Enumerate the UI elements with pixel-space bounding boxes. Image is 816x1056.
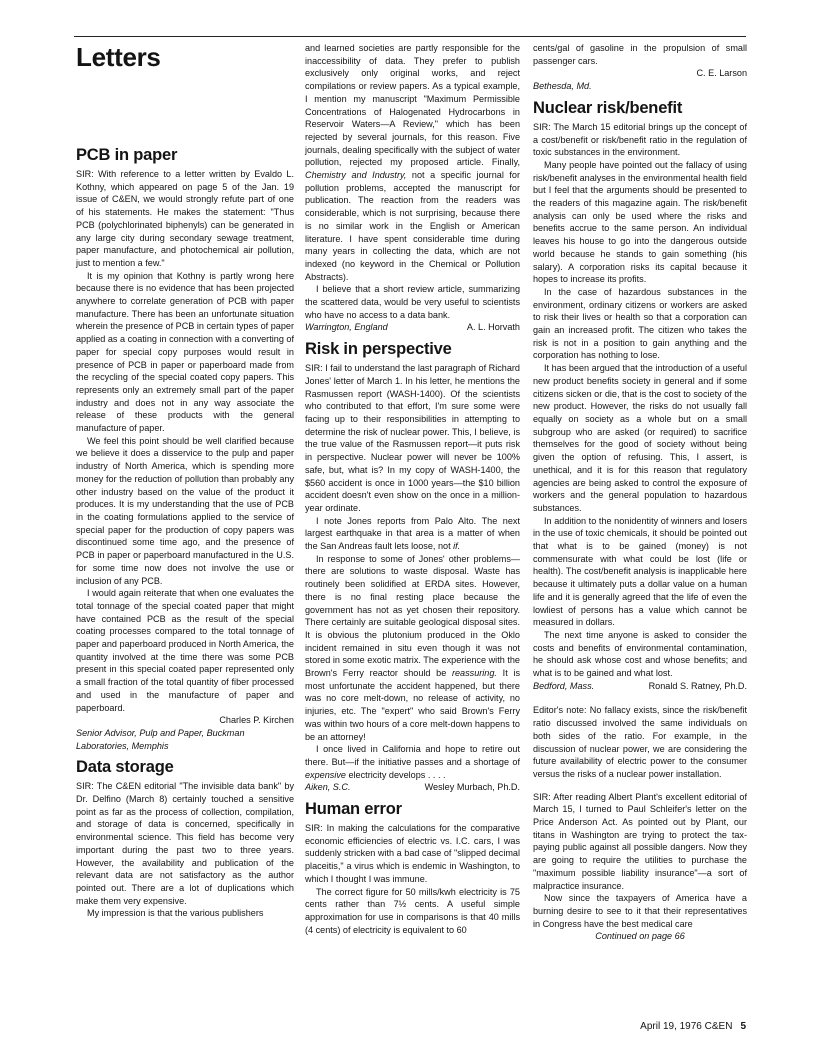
data-storage-p2-tail: not a specific journal for pollution problems, accepted the manuscript for publication. The reaction from the readers was considerable, which is not surprising, because there is no similar work in the English or American literature. I have spent considerable time during many years in collecting the data, which are not indexed (no keyword in the Chemical or Pollution Abstracts).: [305, 170, 520, 282]
nuclear-paragraph: In addition to the nonidentity of winners and losers in the use of toxic chemicals, it should be pointed out that what is to be gained (money) is not commensurate with what could be lost (life or health). The cost/benefit analysis is inapplicable here because it ultimately puts a dollar value on a human life and it is generally agreed that the life of even the lowliest of persons has a value which cannot be measured in dollars.: [533, 515, 747, 628]
journal-name: Chemistry and Industry,: [305, 170, 407, 181]
data-storage-heading: Data storage: [76, 758, 174, 777]
editor-note: Editor's note: No fallacy exists, since the risk/benefit ratio discussed involved the same individuals on both sides of the ratio. For example, in the discussion of nuclear power, we are considering the future availability of electric power to the consumer versus the risks of a nuclear power installation.: [533, 705, 747, 779]
human-error-paragraph: The correct figure for 50 mills/kwh electricity is 75 cents rather than 7½ cents. A useful simple approximation for use in comparisons is that 40 mills (4 cents) of electricity is equivalent to 60: [305, 886, 520, 935]
risk-p4-emphasis: expensive: [305, 769, 346, 780]
risk-p4-tail: electricity develops . . . .: [348, 769, 446, 780]
header-rule: [74, 36, 746, 37]
nuclear-paragraph: It has been argued that the introduction of a useful new product benefits society in general and if some citizens sicken or die, that is the cost to society of the new product. However, the risks do not usually fall equally on society as a whole but on a small subgroup who are asked (or required) to sacrifice themselves for the good of society without being given the option of refusing. This, I assert, is unethical, and it is for this reason that regulatory agencies are being asked to control the exposure of workers and the general population to hazardous substances.: [533, 363, 747, 513]
risk-paragraph: SIR: I fail to understand the last paragraph of Richard Jones' letter of March 1. In his letter, he mentions the Rasmussen report (WASH-1400). Of the scientists who contributed to that effort, I'm sure some were facing up to their responsibilities in attempting to determine the risk of nuclear power. This, I believe, is the true value of the Rasmussen report—it puts risk in perspective. Nuclear power will never be 100% safe, but, what is? In my copy of WASH-1400, the $560 accident is once in 1000 years—the $10 billion accident doesn't even show on the once in a million-year ordinate.: [305, 363, 520, 513]
continued-link[interactable]: Continued on page 66: [595, 931, 685, 942]
pcb-signer: Charles P. Kirchen: [219, 715, 294, 726]
pcb-paragraph: We feel this point should be well clarified because we believe it does a disservice to the pulp and paper industry of North America, which is spending more money for the reduction of pollution than probably any other industry based on the value of the product it produces. It is my understanding that the use of PCB in the coating formulations applied to the service of special paper for the production of copy papers was discontinued some time ago, and the presence of PCB in paper or paperboard manufactured in the U.S. for some time now does not involve the use or inclusion of any PCB.: [76, 435, 294, 586]
data-storage-signer: A. L. Horvath: [466, 322, 520, 333]
human-error-place: Bethesda, Md.: [533, 81, 592, 92]
risk-signature: [305, 781, 520, 794]
risk-p2-text: I note Jones reports from Palo Alto. The next largest earthquake in that area is a matter of when the San Andreas fault lets loose, not: [305, 515, 520, 552]
risk-p3-tail: It is most unfortunate the accident happened, but there was no core melt-down, no release of activity, no injuries, etc. The "expert" who said Brown's Ferry was within two hours of a core melt-down happens to be an attorney!: [305, 668, 520, 742]
pcb-heading: PCB in paper: [76, 146, 178, 164]
human-error-heading: Human error: [305, 800, 402, 819]
pcb-signer-title: Senior Advisor, Pulp and Paper, Buckman Laboratories, Memphis: [76, 727, 245, 751]
price-anderson-paragraph: SIR: After reading Albert Plant's excellent editorial of March 15, I turned to Paul Schleifer's letter on the Price Anderson Act. As pointed out by Plant, our titans in Washington are trying to protect the tax-paying public against all possible dangers. Now they are going to require the utilities to purchase the "maximum possible liability insurance"—a sort of malpractice insurance.: [533, 791, 747, 891]
data-storage-signature: [305, 321, 520, 334]
nuclear-paragraph: Many people have pointed out the fallacy of using risk/benefit analyses in the environmental health field but I feel that the arguments should be presented to the readers of this magazine again. The risk/benefit analysis can only be used where the risks and benefits accrue to the same person. An individual leaves his house to go into the dangerous outside world because he stands to gain something (his salary). A corporation risks its capital because it hopes to increase its profits.: [533, 159, 747, 285]
column-3: [533, 42, 747, 943]
price-anderson-paragraph: Now since the taxpayers of America have a burning desire to see to it that their representatives in Congress have the best medical care: [533, 893, 747, 929]
data-storage-paragraph-cont: [305, 42, 520, 283]
page-footer: [640, 1021, 746, 1032]
human-error-paragraph-cont: cents/gal of gasoline in the propulsion of small passenger cars.: [533, 43, 747, 66]
risk-p3-text: In response to some of Jones' other problems—there are solutions to waste disposal. Waste has routinely been solidified at ERDA sites. However, there is no final resting place because the government has not as yet chosen their repository. There certainly are suitable geological disposal sites. It is obvious the plutonium produced in the Oklo incident remained in situ even though it was not stored in some exotic matrix. The experience with the Brown's Ferry reactor should be: [305, 553, 520, 679]
nuclear-signature: [533, 680, 747, 693]
risk-place: Aiken, S.C.: [305, 782, 351, 793]
section-title: Letters: [76, 42, 161, 72]
human-error-paragraph: SIR: In making the calculations for the comparative economic efficiencies of electric vs. I.C. cars, I was suddenly stricken with a bad case of "slipped decimal placeitis," a virus which is endemic in Washington, to which I thought I was immune.: [305, 823, 520, 884]
data-storage-paragraph: My impression is that the various publishers: [87, 908, 264, 919]
data-storage-paragraph: SIR: The C&EN editorial "The invisible data bank" by Dr. Delfino (March 8) certainly touched a sensitive point as far as the process of collection, compilation, and storage of data is concerned, specifically in environmental science. This field has become very important during the past two to three years. However, the availability and publication of the relevant data are not satisfactory as the author pointed out. There are a lot of duplications which make them very expensive.: [76, 781, 294, 906]
risk-paragraph: [305, 515, 520, 553]
pcb-paragraph: It is my opinion that Kothny is partly wrong here because there is no evidence that has been projected anywhere to correlate generation of PCB with paper manufacture. There has been an unfortunate situation wherein the presence of PCB in certain types of paper applied as a coating in connection with a converting of paper for special copy purposes would result in presence of PCB in paper or paperboard made from the recycling of the special coated copy papers. This represents only an extremely small part of the paper industry and does not in any way associate the release of these products with the general manufacture of paper.: [76, 270, 294, 434]
column-1: [76, 42, 294, 920]
nuclear-signer: Ronald S. Ratney, Ph.D.: [648, 680, 747, 691]
risk-p3-emphasis: reassuring.: [451, 668, 497, 679]
human-error-signer: C. E. Larson: [696, 68, 747, 79]
pcb-paragraph: I would again reiterate that when one evaluates the total tonnage of the special coated paper that might have contained PCB as the result of the special coating processes compared to the total tonnage of paper and paperboard produced in North America, the quantity involved at the time there was some PCB present in this special coated paper represented only a small fraction of the total quantity of fiber processed and used in the manufacture of paper and paperboard.: [76, 588, 294, 713]
risk-p4-text: I once lived in California and hope to retire out there. But—if the initiative passes and a shortage of: [305, 744, 520, 767]
data-storage-paragraph: I believe that a short review article, summarizing the scattered data, would be very useful to scientists who have no access to a data bank.: [305, 284, 520, 320]
nuclear-paragraph: In the case of hazardous substances in the environment, ordinary citizens or workers are asked to risk their lives or health so that a corporation can gain an increased profit. The citizen who takes the risk is not in a position to gain anything and the corporation has nothing to lose.: [533, 286, 747, 361]
risk-heading: Risk in perspective: [305, 340, 452, 359]
column-2: [305, 42, 520, 936]
data-storage-p2-text: and learned societies are partly responsible for the inaccessibility of data. They prefer to publish exclusively only original works, and reject compilations or review papers. As a typical example, I mention my manuscript "Maximum Permissible Concentrations of Halogenated Hydrocarbons in Reservoir Waters—A Review," which has been rejected by several journals, for this reason. Five journals, dealing specifically with the subject of water pollution, rejected my proposed article. Finally,: [305, 43, 520, 168]
issue-date: April 19, 1976 C&EN: [640, 1021, 733, 1032]
page-number: 5: [740, 1021, 746, 1032]
risk-paragraph: [305, 553, 520, 744]
nuclear-paragraph: The next time anyone is asked to consider the costs and benefits of environmental contamination, he should ask whose cost and whose benefits; and what is to be gained and what lost.: [533, 629, 747, 679]
nuclear-place: Bedford, Mass.: [533, 680, 595, 691]
risk-paragraph: [305, 743, 520, 781]
data-storage-place: Warrington, England: [305, 322, 388, 333]
risk-p2-emphasis: if.: [453, 541, 461, 552]
nuclear-heading: Nuclear risk/benefit: [533, 98, 683, 117]
pcb-paragraph: SIR: With reference to a letter written by Evaldo L. Kothny, which appeared on page 5 of the Jan. 19 issue of C&EN, we would strongly refute part of one of his statements. He makes the statement: "Thus PCB (polychlorinated biphenyls) can be generated in any large city during secondary sewage treatment, paper manufacture, and photochemical air pollution, just to mention a few.": [76, 169, 294, 268]
risk-signer: Wesley Murbach, Ph.D.: [424, 782, 520, 793]
nuclear-paragraph: SIR: The March 15 editorial brings up the concept of a cost/benefit or risk/benefit ratio in the regulation of toxic substances in the environment.: [533, 121, 747, 158]
